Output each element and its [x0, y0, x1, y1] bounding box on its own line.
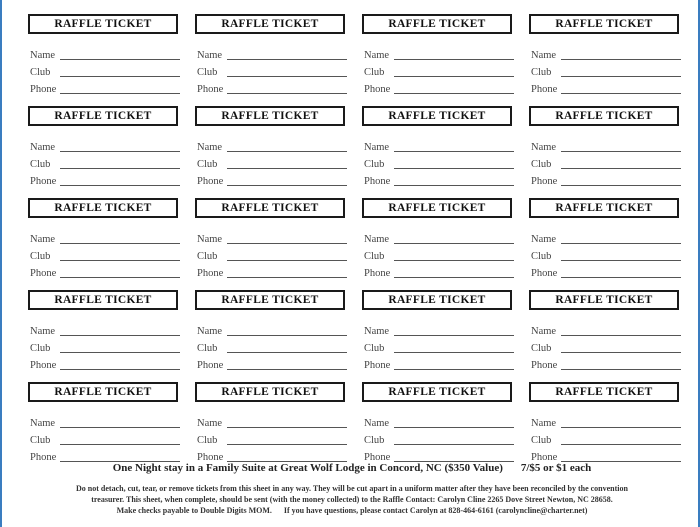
raffle-ticket: [523, 195, 690, 287]
field-label: Club: [364, 159, 385, 170]
field-label: Club: [531, 159, 552, 170]
field-label: Club: [197, 343, 218, 354]
field-underline[interactable]: [60, 369, 180, 370]
ticket-field-club[interactable]: [197, 432, 347, 446]
field-label: Name: [364, 142, 390, 153]
field-label: Club: [364, 251, 385, 262]
ticket-field-club[interactable]: [197, 248, 347, 262]
raffle-ticket: [22, 103, 189, 195]
ticket-field-phone[interactable]: [30, 357, 180, 371]
field-underline[interactable]: [561, 76, 681, 77]
field-label: Club: [197, 159, 218, 170]
ticket-field-name[interactable]: [30, 231, 180, 245]
prize-description: [2, 462, 700, 474]
field-label: Club: [197, 67, 218, 78]
field-underline[interactable]: [60, 59, 180, 60]
field-label: Name: [531, 418, 557, 429]
raffle-ticket: [356, 103, 523, 195]
field-label: Phone: [30, 176, 57, 187]
ticket-field-phone[interactable]: [30, 265, 180, 279]
ticket-title: RAFFLE TICKET: [362, 106, 512, 126]
field-underline[interactable]: [60, 335, 180, 336]
ticket-field-phone[interactable]: [364, 81, 514, 95]
ticket-field-name[interactable]: [197, 231, 347, 245]
ticket-field-name[interactable]: [364, 231, 514, 245]
field-label: Phone: [531, 452, 558, 463]
field-underline[interactable]: [561, 260, 681, 261]
field-label: Name: [364, 50, 390, 61]
field-label: Phone: [531, 84, 558, 95]
ticket-field-name[interactable]: [197, 415, 347, 429]
field-underline[interactable]: [227, 444, 347, 445]
ticket-field-club[interactable]: [364, 248, 514, 262]
ticket-field-name[interactable]: [197, 323, 347, 337]
field-label: Phone: [364, 452, 391, 463]
field-label: Club: [531, 435, 552, 446]
field-label: Club: [30, 159, 51, 170]
field-label: Phone: [30, 84, 57, 95]
field-underline[interactable]: [561, 352, 681, 353]
ticket-field-name[interactable]: [531, 231, 681, 245]
field-label: Club: [30, 435, 51, 446]
field-underline[interactable]: [60, 277, 180, 278]
field-label: Phone: [531, 176, 558, 187]
field-label: Club: [531, 251, 552, 262]
raffle-ticket: [356, 287, 523, 379]
ticket-title: RAFFLE TICKET: [195, 198, 345, 218]
field-label: Name: [531, 142, 557, 153]
field-underline[interactable]: [227, 93, 347, 94]
ticket-title: RAFFLE TICKET: [28, 106, 178, 126]
field-label: Phone: [30, 268, 57, 279]
raffle-ticket: [523, 379, 690, 471]
field-underline[interactable]: [394, 185, 514, 186]
field-underline[interactable]: [227, 277, 347, 278]
field-underline[interactable]: [561, 444, 681, 445]
ticket-grid: [22, 11, 698, 461]
ticket-field-club[interactable]: [364, 432, 514, 446]
ticket-field-club[interactable]: [30, 432, 180, 446]
field-underline[interactable]: [394, 59, 514, 60]
raffle-ticket: [189, 379, 356, 471]
field-underline[interactable]: [561, 427, 681, 428]
field-underline[interactable]: [60, 427, 180, 428]
field-label: Club: [30, 343, 51, 354]
field-label: Phone: [531, 268, 558, 279]
field-underline[interactable]: [394, 243, 514, 244]
field-label: Phone: [364, 176, 391, 187]
field-underline[interactable]: [561, 185, 681, 186]
ticket-title: RAFFLE TICKET: [362, 198, 512, 218]
field-label: Phone: [531, 360, 558, 371]
ticket-field-name[interactable]: [30, 139, 180, 153]
ticket-field-club[interactable]: [364, 340, 514, 354]
ticket-field-name[interactable]: [531, 415, 681, 429]
field-label: Phone: [197, 268, 224, 279]
ticket-title: RAFFLE TICKET: [362, 14, 512, 34]
field-underline[interactable]: [394, 369, 514, 370]
field-label: Club: [30, 67, 51, 78]
ticket-field-club[interactable]: [364, 64, 514, 78]
raffle-ticket: [189, 195, 356, 287]
ticket-field-name[interactable]: [531, 323, 681, 337]
ticket-field-phone[interactable]: [364, 449, 514, 463]
field-label: Phone: [364, 360, 391, 371]
ticket-title: RAFFLE TICKET: [529, 382, 679, 402]
field-label: Phone: [197, 360, 224, 371]
raffle-ticket: [22, 11, 189, 103]
field-underline[interactable]: [60, 352, 180, 353]
field-underline[interactable]: [561, 59, 681, 60]
field-label: Club: [364, 435, 385, 446]
ticket-field-club[interactable]: [531, 432, 681, 446]
ticket-field-name[interactable]: [197, 47, 347, 61]
field-underline[interactable]: [561, 151, 681, 152]
ticket-field-name[interactable]: [531, 47, 681, 61]
payment-note: Make checks payable to Double Digits MOM.: [116, 506, 272, 515]
raffle-ticket: [523, 11, 690, 103]
ticket-field-phone[interactable]: [531, 357, 681, 371]
raffle-ticket: [523, 287, 690, 379]
field-label: Name: [197, 326, 223, 337]
field-label: Name: [30, 326, 56, 337]
field-label: Name: [30, 234, 56, 245]
ticket-title: RAFFLE TICKET: [362, 290, 512, 310]
ticket-field-name[interactable]: [364, 323, 514, 337]
field-label: Name: [197, 142, 223, 153]
raffle-ticket: [22, 195, 189, 287]
field-underline[interactable]: [60, 260, 180, 261]
field-label: Name: [30, 418, 56, 429]
raffle-ticket: [189, 287, 356, 379]
ticket-field-name[interactable]: [364, 415, 514, 429]
ticket-field-club[interactable]: [30, 340, 180, 354]
ticket-field-phone[interactable]: [197, 173, 347, 187]
raffle-ticket: [189, 11, 356, 103]
field-underline[interactable]: [60, 151, 180, 152]
field-label: Club: [364, 343, 385, 354]
field-label: Phone: [364, 84, 391, 95]
field-underline[interactable]: [227, 168, 347, 169]
ticket-field-phone[interactable]: [197, 265, 347, 279]
field-underline[interactable]: [394, 352, 514, 353]
ticket-title: RAFFLE TICKET: [195, 290, 345, 310]
field-underline[interactable]: [60, 243, 180, 244]
field-underline[interactable]: [227, 185, 347, 186]
ticket-field-phone[interactable]: [30, 449, 180, 463]
field-label: Club: [531, 67, 552, 78]
raffle-ticket: [189, 103, 356, 195]
field-label: Name: [364, 418, 390, 429]
field-underline[interactable]: [227, 76, 347, 77]
ticket-field-name[interactable]: [30, 415, 180, 429]
instructions-line-2: treasurer. This sheet, when complete, should be sent (with the money collected) to the Raffle Contact: Carolyn Cline 2265 Dove Street Newton, NC 28658.: [91, 495, 613, 504]
ticket-field-phone[interactable]: [197, 449, 347, 463]
ticket-field-phone[interactable]: [531, 449, 681, 463]
ticket-title: RAFFLE TICKET: [529, 106, 679, 126]
raffle-ticket: [523, 103, 690, 195]
ticket-field-club[interactable]: [531, 156, 681, 170]
field-underline[interactable]: [227, 59, 347, 60]
ticket-title: RAFFLE TICKET: [28, 382, 178, 402]
field-underline[interactable]: [60, 76, 180, 77]
ticket-field-phone[interactable]: [30, 173, 180, 187]
field-label: Phone: [197, 452, 224, 463]
instructions-line-3: [2, 506, 700, 515]
field-underline[interactable]: [394, 151, 514, 152]
field-underline[interactable]: [561, 168, 681, 169]
field-label: Name: [531, 326, 557, 337]
ticket-field-name[interactable]: [364, 139, 514, 153]
field-label: Name: [197, 234, 223, 245]
ticket-field-name[interactable]: [197, 139, 347, 153]
ticket-title: RAFFLE TICKET: [195, 106, 345, 126]
field-label: Phone: [197, 84, 224, 95]
field-label: Club: [30, 251, 51, 262]
field-label: Name: [30, 142, 56, 153]
field-underline[interactable]: [561, 369, 681, 370]
field-underline[interactable]: [227, 151, 347, 152]
field-underline[interactable]: [394, 444, 514, 445]
ticket-field-name[interactable]: [30, 323, 180, 337]
field-underline[interactable]: [227, 260, 347, 261]
ticket-field-club[interactable]: [531, 340, 681, 354]
raffle-ticket: [356, 379, 523, 471]
ticket-field-phone[interactable]: [364, 173, 514, 187]
ticket-field-phone[interactable]: [197, 357, 347, 371]
ticket-field-phone[interactable]: [531, 173, 681, 187]
field-underline[interactable]: [394, 260, 514, 261]
ticket-field-phone[interactable]: [364, 357, 514, 371]
ticket-field-club[interactable]: [364, 156, 514, 170]
field-underline[interactable]: [227, 243, 347, 244]
field-underline[interactable]: [561, 335, 681, 336]
ticket-price: 7/$5 or $1 each: [520, 462, 592, 474]
field-label: Name: [197, 418, 223, 429]
ticket-field-phone[interactable]: [197, 81, 347, 95]
raffle-ticket: [22, 287, 189, 379]
ticket-field-phone[interactable]: [531, 81, 681, 95]
ticket-field-club[interactable]: [531, 64, 681, 78]
field-label: Club: [197, 435, 218, 446]
ticket-title: RAFFLE TICKET: [529, 14, 679, 34]
raffle-ticket: [22, 379, 189, 471]
ticket-field-club[interactable]: [30, 248, 180, 262]
field-label: Name: [197, 50, 223, 61]
ticket-field-club[interactable]: [197, 64, 347, 78]
field-label: Club: [197, 251, 218, 262]
ticket-title: RAFFLE TICKET: [28, 198, 178, 218]
field-underline[interactable]: [394, 427, 514, 428]
field-underline[interactable]: [60, 444, 180, 445]
raffle-ticket: [356, 195, 523, 287]
ticket-field-name[interactable]: [364, 47, 514, 61]
ticket-title: RAFFLE TICKET: [28, 14, 178, 34]
ticket-field-club[interactable]: [197, 156, 347, 170]
field-underline[interactable]: [561, 243, 681, 244]
ticket-field-phone[interactable]: [30, 81, 180, 95]
ticket-title: RAFFLE TICKET: [195, 382, 345, 402]
field-label: Club: [364, 67, 385, 78]
field-underline[interactable]: [394, 76, 514, 77]
field-underline[interactable]: [394, 168, 514, 169]
field-label: Phone: [364, 268, 391, 279]
ticket-field-club[interactable]: [30, 64, 180, 78]
field-label: Name: [364, 326, 390, 337]
ticket-title: RAFFLE TICKET: [529, 290, 679, 310]
ticket-field-phone[interactable]: [364, 265, 514, 279]
field-underline[interactable]: [227, 352, 347, 353]
field-label: Name: [531, 234, 557, 245]
field-underline[interactable]: [227, 369, 347, 370]
raffle-ticket: [356, 11, 523, 103]
field-label: Name: [531, 50, 557, 61]
prize-text: One Night stay in a Family Suite at Great Wolf Lodge in Concord, NC ($350 Value): [112, 462, 503, 474]
ticket-field-club[interactable]: [30, 156, 180, 170]
field-underline[interactable]: [60, 93, 180, 94]
field-underline[interactable]: [561, 277, 681, 278]
ticket-field-name[interactable]: [30, 47, 180, 61]
ticket-field-name[interactable]: [531, 139, 681, 153]
ticket-title: RAFFLE TICKET: [362, 382, 512, 402]
field-underline[interactable]: [60, 185, 180, 186]
field-label: Phone: [197, 176, 224, 187]
contact-note: If you have questions, please contact Carolyn at 828-464-6161 (carolyncline@charter.net): [283, 506, 588, 515]
instructions-line-1: Do not detach, cut, tear, or remove tickets from this sheet in any way. They will be cut apart in a uniform matter after they have been reconciled by the convention: [76, 484, 628, 493]
field-label: Name: [364, 234, 390, 245]
field-underline[interactable]: [394, 335, 514, 336]
field-label: Club: [531, 343, 552, 354]
ticket-title: RAFFLE TICKET: [529, 198, 679, 218]
field-underline[interactable]: [227, 427, 347, 428]
ticket-field-phone[interactable]: [531, 265, 681, 279]
field-underline[interactable]: [394, 93, 514, 94]
field-underline[interactable]: [60, 168, 180, 169]
ticket-field-club[interactable]: [531, 248, 681, 262]
field-underline[interactable]: [227, 335, 347, 336]
ticket-field-club[interactable]: [197, 340, 347, 354]
ticket-title: RAFFLE TICKET: [28, 290, 178, 310]
ticket-title: RAFFLE TICKET: [195, 14, 345, 34]
field-label: Name: [30, 50, 56, 61]
field-underline[interactable]: [561, 93, 681, 94]
field-label: Phone: [30, 360, 57, 371]
field-label: Phone: [30, 452, 57, 463]
field-underline[interactable]: [394, 277, 514, 278]
